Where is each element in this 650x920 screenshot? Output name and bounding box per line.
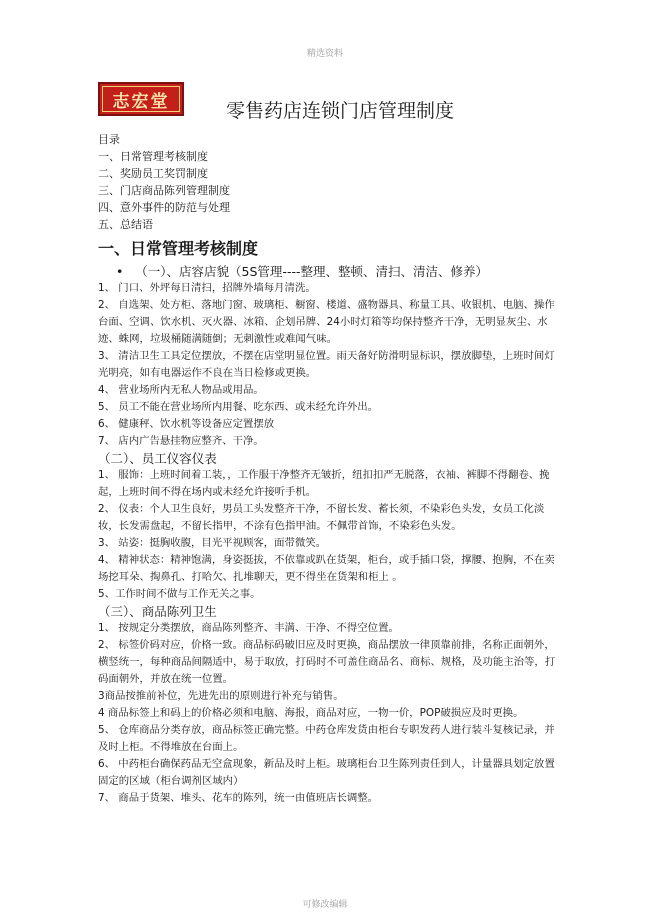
subsection-title: （一）、店容店貌（5S管理----整理、整顿、清扫、清洁、修养）: [135, 264, 488, 279]
paragraph: 5、工作时间不做与工作无关之事。: [98, 588, 261, 600]
toc-item: 四、意外事件的防范与处理: [98, 201, 230, 214]
paragraph: 4、 精神状态：精神饱满，身姿挺拔，不依靠或趴在货架，柜台，或手插口袋，撑腰、抱胸，不在卖场挖耳朵、掏鼻孔、打哈欠、扎堆聊天，更不得坐在货架和柜上 。: [98, 554, 555, 583]
paragraph: 4 商品标签上和码上的价格必须和电脑、海报，商品对应，一物一价，POP破损应及时更换。: [98, 707, 524, 719]
paragraph: 2、 仪表：个人卫生良好，男员工头发整齐干净，不留长发、蓄长须，不染彩色头发，女员工化淡妆，长发需盘起，不留长指甲，不涂有色指甲油。不佩带首饰，不染彩色头发。: [98, 503, 545, 532]
page-footer: 可修改编辑: [302, 900, 348, 910]
toc-item: 五、总结语: [98, 218, 153, 231]
logo-text: 志宏堂: [102, 86, 180, 112]
paragraph: 5、 仓库商品分类存放，商品标签正确完整。中药仓库发货由柜台专职发药人进行装斗复核记录，并及时上柜。不得堆放在台面上。: [98, 724, 555, 753]
section-body: [98, 263, 558, 807]
paragraph: 6、 健康秤、饮水机等设备应定置摆放: [98, 418, 275, 430]
section-heading: 一、日常管理考核制度: [98, 239, 259, 258]
paragraph: 3、 站姿：挺胸收腹，目光平视顾客，面带微笑。: [98, 537, 327, 549]
paragraph: 3商品按推前补位，先进先出的原则进行补充与销售。: [98, 690, 344, 702]
paragraph: 1、 门口、外坪每日清扫，招牌外墙每月清洗。: [98, 282, 316, 294]
subsection-title: （二）、员工仪容仪表: [98, 451, 217, 466]
document-title: 零售药店连锁门店管理制度: [225, 100, 454, 122]
paragraph: 4、 营业场所内无私人物品或用品。: [98, 384, 264, 396]
paragraph: 1、 服饰：上班时间着工装，，工作服干净整齐无皱折，纽扣扣严无脱落，衣袖、裤脚不得翻卷、挽起，上班时间不得在场内或未经允许接听手机。: [98, 469, 550, 498]
subsection-title: （三）、商品陈列卫生: [98, 604, 217, 619]
paragraph: 2、 标签价码对应，价格一致。商品标码破旧应及时更换，商品摆放一律顶靠前排，名称正面朝外，横竖统一，每种商品间隔适中，易于取放，打码时不可盖住商品名、商标、规格，及功能主治等，打码面朝外，并放在统一位置。: [98, 639, 556, 685]
paragraph: 7、 商品于货架、堆头、花车的陈列，统一由值班店长调整。: [98, 792, 379, 804]
logo: [98, 82, 184, 116]
bullet-icon: •: [116, 264, 124, 279]
toc-heading: 目录: [98, 133, 120, 146]
page-header: 精选资料: [306, 49, 343, 59]
paragraph: 1、 按规定分类摆放，商品陈列整齐、丰满、干净、不得空位置。: [98, 622, 399, 634]
paragraph: 7、 店内广告悬挂物应整齐、干净。: [98, 435, 264, 447]
toc-item: 一、日常管理考核制度: [98, 150, 208, 163]
toc-item: 三、门店商品陈列管理制度: [98, 184, 230, 197]
subsection-heading: [98, 263, 558, 280]
paragraph: 6、 中药柜台确保药品无空盒现象，新品及时上柜。玻璃柜台卫生陈列责任到人，计量器具划定放置固定的区域（柜台调剂区域内）: [98, 758, 555, 787]
table-of-contents: [98, 131, 230, 233]
toc-item: 二、奖励员工奖罚制度: [98, 167, 208, 180]
paragraph: 2、 自选架、处方柜、落地门窗、玻璃柜、橱窗、楼道、盛物器具、称量工具、收银机、电脑、操作台面、空调、饮水机、灭火器、冰箱、企划吊牌、24小时灯箱等均保持整齐干净，无明显灰尘、水迹、蛛网，垃圾桶随满随倒；无刺激性或难闻气味。: [98, 299, 555, 345]
paragraph: 5、 员工不能在营业场所内用餐、吃东西、或未经允许外出。: [98, 401, 379, 413]
paragraph: 3、 清洁卫生工具定位摆放，不摆在店堂明显位置。雨天备好防滑明显标识，摆放脚垫，上班时间灯光明亮，如有电器运作不良在当日检修或更换。: [98, 350, 555, 379]
